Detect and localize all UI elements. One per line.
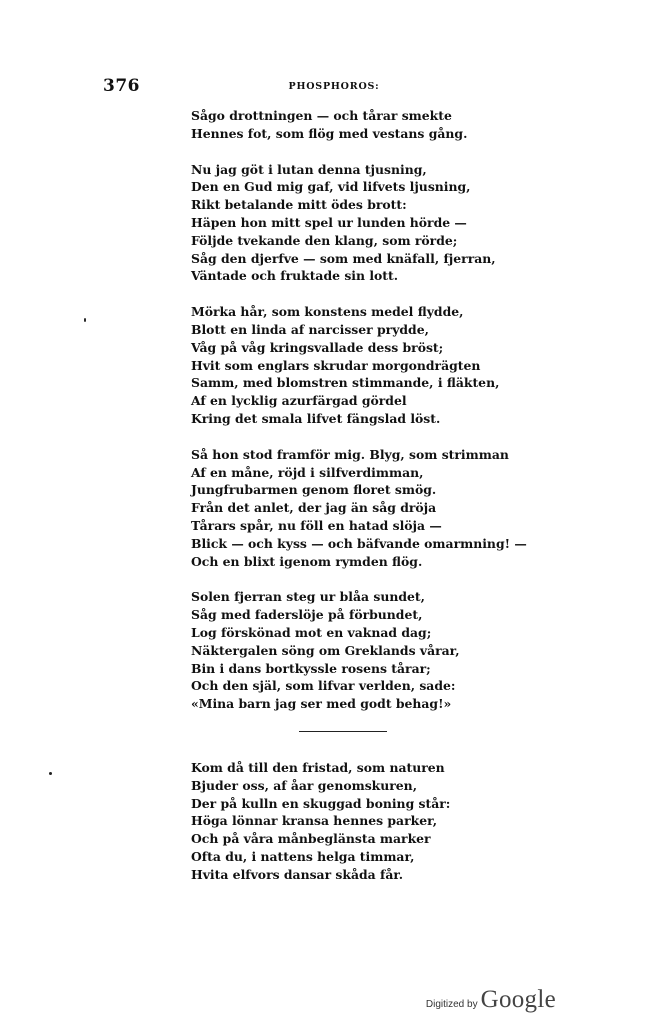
verse-line: Den en Gud mig gaf, vid lifvets ljusning, bbox=[191, 179, 471, 195]
verse-line: Såg den djerfve — som med knäfall, fjerran, bbox=[191, 250, 496, 266]
verse-line: Kom då till den fristad, som naturen bbox=[191, 759, 445, 775]
verse-line: Näktergalen söng om Greklands vårar, bbox=[191, 642, 460, 658]
verse-line: Af en måne, röjd i silfverdimman, bbox=[191, 464, 424, 480]
verse-line: Och på våra månbeglänsta marker bbox=[191, 831, 431, 847]
verse-line: Ofta du, i nattens helga timmar, bbox=[191, 848, 415, 864]
verse-line: «Mina barn jag ser med godt behag!» bbox=[191, 696, 452, 712]
running-head: PHOSPHOROS: bbox=[288, 81, 380, 92]
verse-line: Bin i dans bortkyssle rosens tårar; bbox=[191, 660, 431, 676]
verse-line: Våg på våg kringsvallade dess bröst; bbox=[191, 339, 444, 355]
verse-line: Der på kulln en skuggad boning står: bbox=[191, 795, 451, 811]
verse-line: Häpen hon mitt spel ur lunden hörde — bbox=[191, 214, 467, 230]
ink-speck bbox=[49, 772, 52, 775]
verse-line: Såg med faderslöje på förbundet, bbox=[191, 607, 423, 623]
stanza bbox=[191, 759, 521, 884]
verse-line: Jungfrubarmen genom floret smög. bbox=[191, 482, 437, 498]
verse-line: Log förskönad mot en vaknad dag; bbox=[191, 624, 432, 640]
verse-line: Blick — och kyss — och bäfvande omarmning! — bbox=[191, 535, 527, 551]
poem-body bbox=[191, 107, 527, 901]
verse-line: Kring det smala lifvet fängslad löst. bbox=[191, 410, 441, 426]
verse-line: Hennes fot, som flög med vestans gång. bbox=[191, 125, 468, 141]
verse-line: Höga lönnar kransa hennes parker, bbox=[191, 813, 438, 829]
google-logo: Google bbox=[480, 986, 556, 1013]
verse-line: Från det anlet, der jag än såg dröja bbox=[191, 500, 437, 516]
verse-line: Väntade och fruktade sin lott. bbox=[191, 268, 399, 284]
stanza bbox=[191, 588, 521, 713]
verse-line: Af en lycklig azurfärgad gördel bbox=[191, 393, 407, 409]
verse-line: Hvit som englars skrudar morgondrägten bbox=[191, 357, 481, 373]
page-number: 376 bbox=[103, 76, 140, 96]
verse-line: Mörka hår, som konstens medel flydde, bbox=[191, 304, 464, 320]
stanza bbox=[191, 303, 521, 428]
verse-line: Samm, med blomstren stimmande, i fläkten, bbox=[191, 375, 500, 391]
verse-line: Rikt betalande mitt ödes brott: bbox=[191, 197, 407, 213]
verse-line: Blott en linda af narcisser prydde, bbox=[191, 321, 429, 337]
verse-line: Och den själ, som lifvar verlden, sade: bbox=[191, 678, 456, 694]
verse-line: Och en blixt igenom rymden flög. bbox=[191, 553, 423, 569]
verse-line: Följde tvekande den klang, som rörde; bbox=[191, 232, 458, 248]
digitized-label: Digitized by bbox=[425, 999, 478, 1010]
verse-line: Tårars spår, nu föll en hatad slöja — bbox=[191, 517, 442, 533]
verse-line: Solen fjerran steg ur blåa sundet, bbox=[191, 589, 425, 605]
section-divider bbox=[299, 731, 387, 732]
verse-line: Bjuder oss, af åar genomskuren, bbox=[191, 777, 418, 793]
stanza bbox=[191, 161, 521, 286]
stanza bbox=[191, 107, 521, 143]
verse-line: Sågo drottningen — och tårar smekte bbox=[191, 108, 452, 123]
verse-line: Så hon stod framför mig. Blyg, som strimman bbox=[191, 446, 509, 462]
digitized-by-watermark bbox=[426, 986, 556, 1014]
verse-line: Nu jag göt i lutan denna tjusning, bbox=[191, 161, 427, 177]
stanza bbox=[191, 446, 527, 571]
verse-line: Hvita elfvors dansar skåda får. bbox=[191, 866, 404, 882]
ink-speck bbox=[84, 318, 86, 322]
